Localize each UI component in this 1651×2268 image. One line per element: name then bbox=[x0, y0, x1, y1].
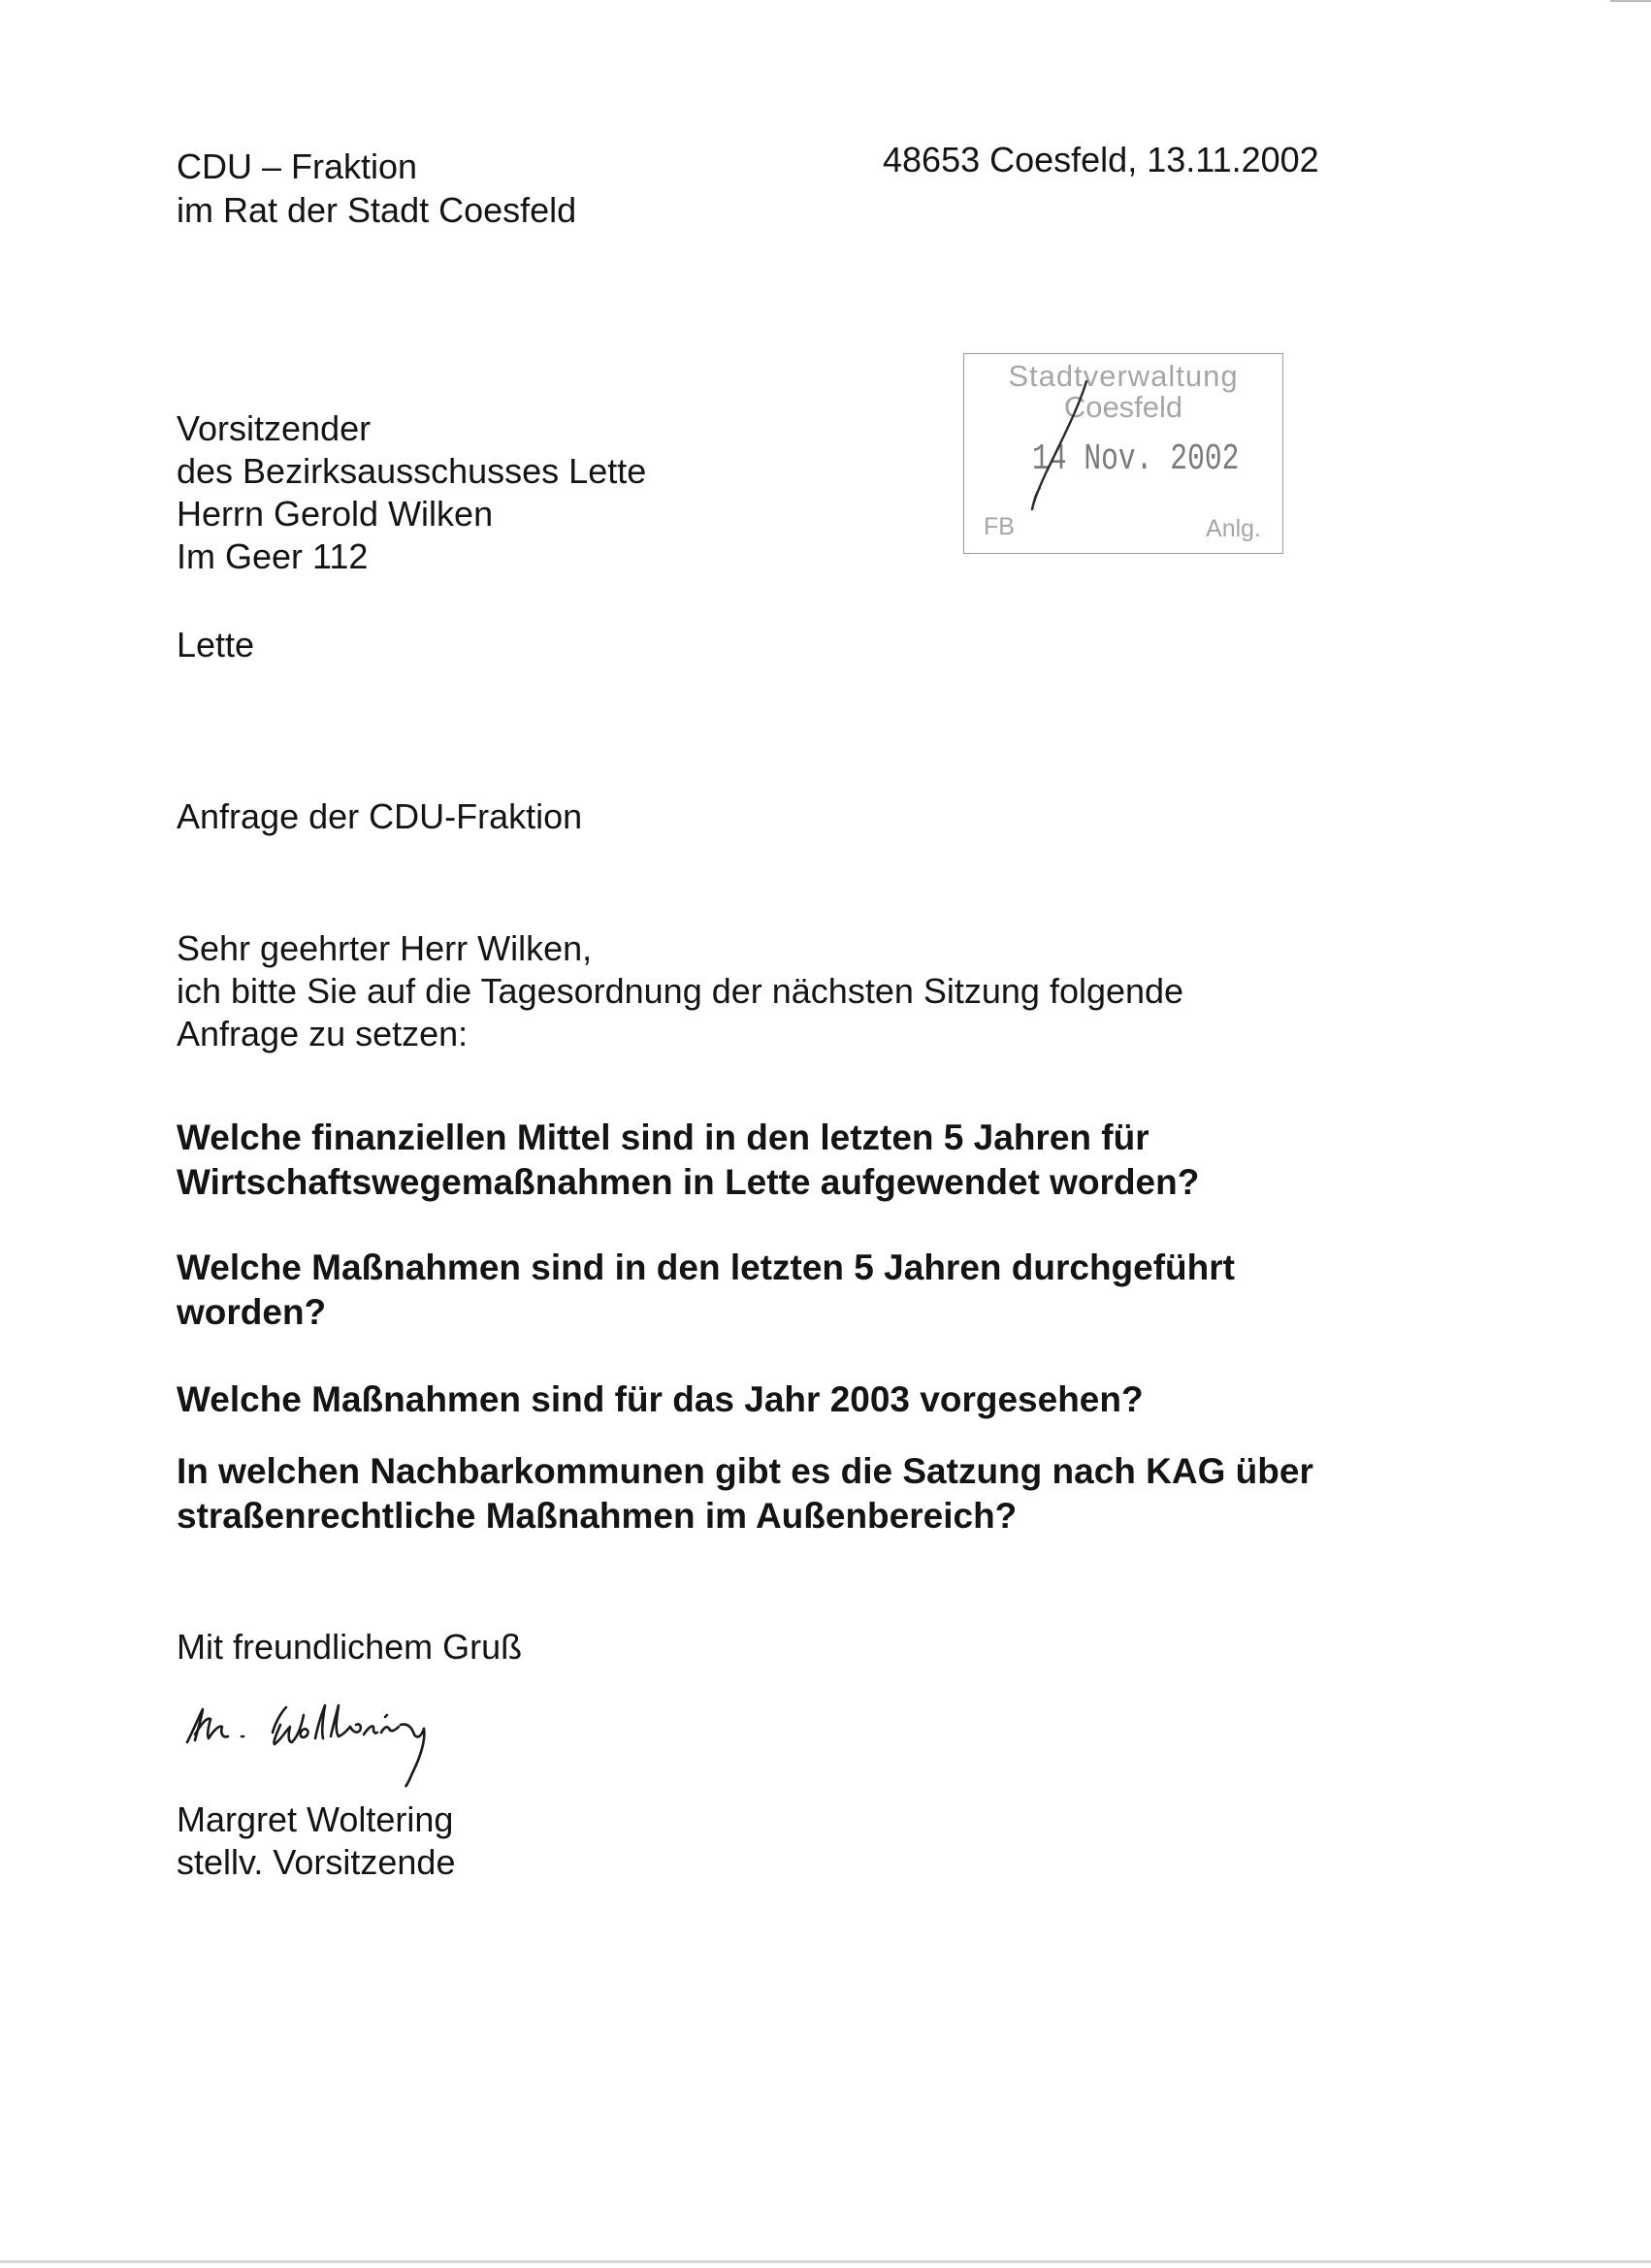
question-2-line-2: worden? bbox=[177, 1292, 327, 1332]
stamp-date: 14 Nov. 2002 bbox=[1032, 438, 1240, 480]
scan-edge-bottom bbox=[0, 2260, 1651, 2263]
question-2-line-1: Welche Maßnahmen sind in den letzten 5 Jahren durchgeführt bbox=[177, 1247, 1235, 1287]
stamp-line-2: Coesfeld bbox=[1063, 390, 1183, 424]
stamp-pen-mark-icon bbox=[964, 354, 1282, 553]
question-3-line-1: Welche Maßnahmen sind für das Jahr 2003 vorgesehen? bbox=[177, 1379, 1144, 1419]
question-1-line-2: Wirtschaftswegemaßnahmen in Lette aufgewendet worden? bbox=[177, 1162, 1200, 1202]
subject-line: Anfrage der CDU-Fraktion bbox=[177, 796, 583, 836]
recipient-line-1: Vorsitzender bbox=[177, 408, 372, 448]
received-stamp bbox=[963, 353, 1283, 554]
recipient-line-2: des Bezirksausschusses Lette bbox=[177, 451, 647, 491]
question-1-line-1: Welche finanziellen Mittel sind in den letzten 5 Jahren für bbox=[177, 1118, 1149, 1157]
intro-line-1: ich bitte Sie auf die Tagesordnung der nächsten Sitzung folgende bbox=[177, 971, 1184, 1011]
recipient-city: Lette bbox=[177, 625, 255, 664]
intro-line-2: Anfrage zu setzen: bbox=[177, 1014, 469, 1053]
scan-edge-top bbox=[1610, 0, 1651, 2]
signature-icon bbox=[179, 1696, 461, 1798]
recipient-line-3: Herrn Gerold Wilken bbox=[177, 494, 494, 534]
signer-role: stellv. Vorsitzende bbox=[177, 1842, 456, 1882]
stamp-line-1: Stadtverwaltung bbox=[1008, 359, 1239, 393]
stamp-fb-label: FB bbox=[984, 513, 1015, 540]
signer-name: Margret Woltering bbox=[177, 1799, 454, 1839]
place-date: 48653 Coesfeld, 13.11.2002 bbox=[883, 140, 1319, 179]
recipient-line-4: Im Geer 112 bbox=[177, 536, 369, 576]
question-4-line-1: In welchen Nachbarkommunen gibt es die Satzung nach KAG über bbox=[177, 1451, 1313, 1491]
question-4-line-2: straßenrechtliche Maßnahmen im Außenbereich? bbox=[177, 1496, 1018, 1536]
stamp-anlg-label: Anlg. bbox=[1206, 515, 1261, 542]
sender-line-2: im Rat der Stadt Coesfeld bbox=[177, 190, 577, 230]
sender-line-1: CDU – Fraktion bbox=[177, 146, 418, 186]
salutation: Sehr geehrter Herr Wilken, bbox=[177, 928, 593, 968]
closing: Mit freundlichem Gruß bbox=[177, 1627, 523, 1667]
